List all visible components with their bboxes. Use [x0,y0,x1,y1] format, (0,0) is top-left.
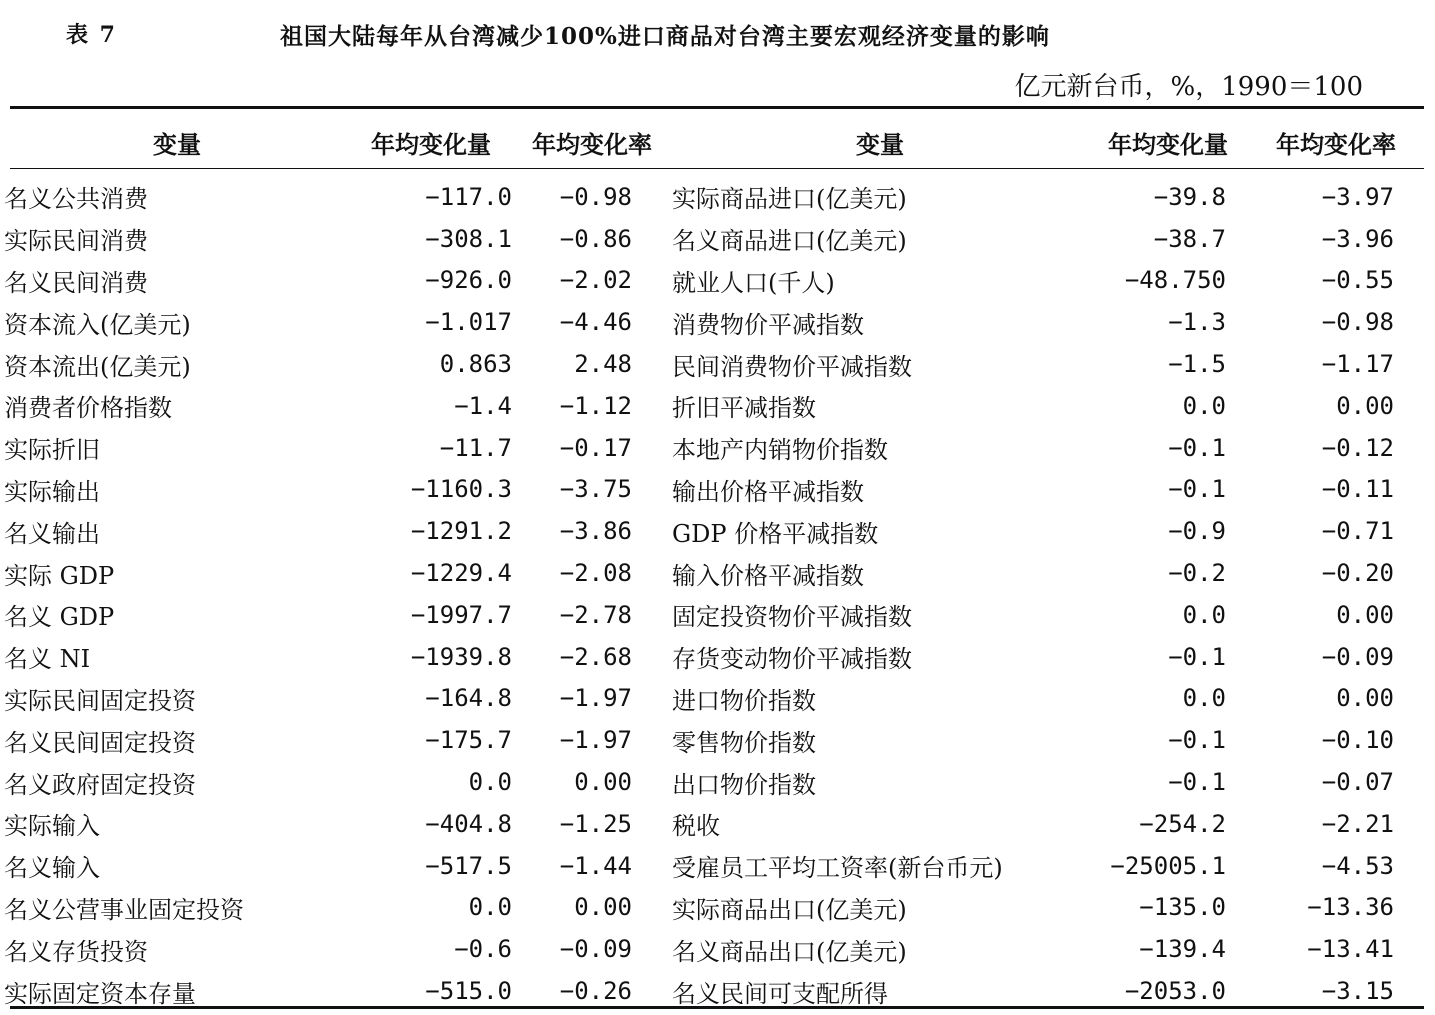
table-row [4,678,1424,720]
left-annual-rate: −0.98 [559,182,632,211]
right-annual-rate: 0.00 [1336,600,1394,629]
left-annual-rate: −2.68 [559,642,632,671]
right-annual-rate: −4.53 [1321,851,1394,880]
table-row [4,636,1424,678]
left-variable-name: 实际输出 [4,477,100,506]
right-variable-name: 税收 [672,812,720,841]
left-annual-change: 0.0 [468,768,512,797]
left-annual-rate: 0.00 [574,768,632,797]
left-annual-change: −164.8 [425,684,512,713]
right-annual-change: −0.1 [1168,433,1226,462]
col-header-variable: 变量 [153,129,201,159]
left-variable-name: 名义民间固定投资 [4,728,196,757]
left-annual-change: 0.0 [468,893,512,922]
right-variable-name: 输入价格平减指数 [672,561,864,590]
left-variable-name: 名义政府固定投资 [4,770,196,799]
units-note: 亿元新台币，%，1990＝100 [1014,72,1363,102]
left-annual-rate: −3.86 [559,517,632,546]
left-annual-rate: −0.09 [559,935,632,964]
left-annual-change: −517.5 [425,851,512,880]
right-annual-rate: 0.00 [1336,391,1394,420]
left-annual-rate: −2.08 [559,559,632,588]
left-annual-rate: −0.26 [559,977,632,1006]
right-annual-change: −0.1 [1168,726,1226,755]
right-annual-change: −1.3 [1168,308,1226,337]
right-variable-name: 零售物价指数 [672,728,816,757]
col-header-variable-2: 变量 [856,129,904,159]
col-header-annual-change: 年均变化量 [371,129,491,159]
right-annual-change: 0.0 [1182,391,1226,420]
left-annual-rate: −3.75 [559,475,632,504]
right-variable-name: 消费物价平减指数 [672,310,864,339]
col-header-annual-change-2: 年均变化量 [1108,129,1228,159]
left-annual-rate: −0.17 [559,433,632,462]
left-annual-change: −404.8 [425,809,512,838]
right-annual-rate: −0.11 [1321,475,1394,504]
right-annual-change: −0.9 [1168,517,1226,546]
table-row [4,218,1424,260]
table-row [4,761,1424,803]
left-annual-rate: −2.78 [559,600,632,629]
left-annual-rate: −1.25 [559,809,632,838]
right-annual-change: −139.4 [1139,935,1226,964]
left-variable-name: 实际民间消费 [4,227,148,256]
right-variable-name: 固定投资物价平减指数 [672,603,912,632]
right-annual-rate: −3.15 [1321,977,1394,1006]
right-annual-change: −0.1 [1168,642,1226,671]
left-annual-rate: 0.00 [574,893,632,922]
data-table [4,116,1424,1012]
right-annual-change: −0.1 [1168,768,1226,797]
right-variable-name: 就业人口(千人) [672,268,835,297]
table-row [4,887,1424,929]
left-annual-rate: −2.02 [559,266,632,295]
left-variable-name: 消费者价格指数 [4,394,172,423]
right-annual-rate: −0.98 [1321,308,1394,337]
right-variable-name: 名义商品出口(亿美元) [672,937,907,966]
left-annual-change: −1997.7 [410,600,512,629]
right-variable-name: 实际商品进口(亿美元) [672,185,907,214]
right-annual-change: −254.2 [1139,809,1226,838]
left-annual-change: −515.0 [425,977,512,1006]
right-annual-change: −39.8 [1153,182,1226,211]
right-variable-name: 输出价格平减指数 [672,477,864,506]
right-annual-rate: −3.96 [1321,224,1394,253]
left-variable-name: 实际 GDP [4,561,115,590]
left-variable-name: 资本流入(亿美元) [4,310,191,339]
table-row [4,510,1424,552]
right-variable-name: 折旧平减指数 [672,394,816,423]
right-variable-name: 出口物价指数 [672,770,816,799]
left-annual-change: −117.0 [425,182,512,211]
table-row [4,427,1424,469]
left-annual-change: −1.017 [425,308,512,337]
right-variable-name: 受雇员工平均工资率(新台币元) [672,854,1003,883]
right-variable-name: 本地产内销物价指数 [672,436,888,465]
left-variable-name: 名义存货投资 [4,937,148,966]
table-row [4,594,1424,636]
left-variable-name: 名义 NI [4,645,91,674]
left-annual-change: −11.7 [439,433,512,462]
right-annual-change: 0.0 [1182,600,1226,629]
left-annual-change: −0.6 [454,935,512,964]
right-annual-rate: −13.41 [1307,935,1394,964]
table-row [4,970,1424,1012]
left-variable-name: 名义公共消费 [4,185,148,214]
left-annual-change: −308.1 [425,224,512,253]
left-annual-change: −1229.4 [410,559,512,588]
left-annual-rate: −1.97 [559,726,632,755]
left-annual-change: −1.4 [454,391,512,420]
table-row [4,552,1424,594]
left-annual-change: −1939.8 [410,642,512,671]
right-variable-name: 名义民间可支配所得 [672,979,888,1008]
left-annual-change: −926.0 [425,266,512,295]
right-annual-rate: −0.10 [1321,726,1394,755]
right-annual-change: −135.0 [1139,893,1226,922]
right-annual-rate: −0.71 [1321,517,1394,546]
left-annual-rate: −1.97 [559,684,632,713]
table-body [4,168,1424,1012]
left-variable-name: 名义 GDP [4,603,115,632]
table-row [4,803,1424,845]
left-variable-name: 实际民间固定投资 [4,686,196,715]
table-row [4,928,1424,970]
left-variable-name: 实际折旧 [4,436,100,465]
right-variable-name: GDP 价格平减指数 [672,519,879,548]
spacer-cell [4,168,1424,176]
right-annual-rate: −0.07 [1321,768,1394,797]
right-annual-change: −38.7 [1153,224,1226,253]
right-annual-rate: −2.21 [1321,809,1394,838]
left-annual-rate: 2.48 [574,350,632,379]
left-variable-name: 名义民间消费 [4,268,148,297]
right-annual-rate: −0.12 [1321,433,1394,462]
right-annual-change: 0.0 [1182,684,1226,713]
table-row [4,469,1424,511]
left-variable-name: 名义输入 [4,854,100,883]
table-row [4,719,1424,761]
right-annual-rate: −0.55 [1321,266,1394,295]
left-variable-name: 实际输入 [4,812,100,841]
table-row [4,176,1424,218]
left-annual-change: 0.863 [439,350,512,379]
top-rule [10,106,1424,109]
right-annual-change: −2053.0 [1124,977,1226,1006]
left-annual-change: −175.7 [425,726,512,755]
right-annual-change: −0.1 [1168,475,1226,504]
right-annual-change: −1.5 [1168,350,1226,379]
right-variable-name: 民间消费物价平减指数 [672,352,912,381]
table-row [4,260,1424,302]
left-annual-change: −1160.3 [410,475,512,504]
left-variable-name: 名义公营事业固定投资 [4,895,244,924]
left-variable-name: 实际固定资本存量 [4,979,196,1008]
right-variable-name: 存货变动物价平减指数 [672,645,912,674]
table-label: 表 7 [66,22,117,48]
col-header-annual-rate: 年均变化率 [532,129,652,159]
right-annual-change: −0.2 [1168,559,1226,588]
right-annual-rate: −3.97 [1321,182,1394,211]
table-row [4,301,1424,343]
table-row [4,845,1424,887]
left-annual-rate: −1.44 [559,851,632,880]
right-annual-rate: −0.20 [1321,559,1394,588]
left-variable-name: 资本流出(亿美元) [4,352,191,381]
right-annual-change: −48.750 [1124,266,1226,295]
left-annual-rate: −0.86 [559,224,632,253]
right-annual-rate: −13.36 [1307,893,1394,922]
left-annual-rate: −1.12 [559,391,632,420]
col-header-annual-rate-2: 年均变化率 [1276,129,1396,159]
right-annual-change: −25005.1 [1110,851,1226,880]
left-variable-name: 名义输出 [4,519,100,548]
right-annual-rate: −0.09 [1321,642,1394,671]
right-variable-name: 实际商品出口(亿美元) [672,895,907,924]
left-annual-rate: −4.46 [559,308,632,337]
left-annual-change: −1291.2 [410,517,512,546]
right-annual-rate: 0.00 [1336,684,1394,713]
right-variable-name: 名义商品进口(亿美元) [672,227,907,256]
table-row [4,343,1424,385]
header-row [4,116,1424,168]
right-annual-rate: −1.17 [1321,350,1394,379]
table-row [4,385,1424,427]
right-variable-name: 进口物价指数 [672,686,816,715]
header-spacer [4,168,1424,176]
table-title: 祖国大陆每年从台湾减少100%进口商品对台湾主要宏观经济变量的影响 [280,23,1050,50]
